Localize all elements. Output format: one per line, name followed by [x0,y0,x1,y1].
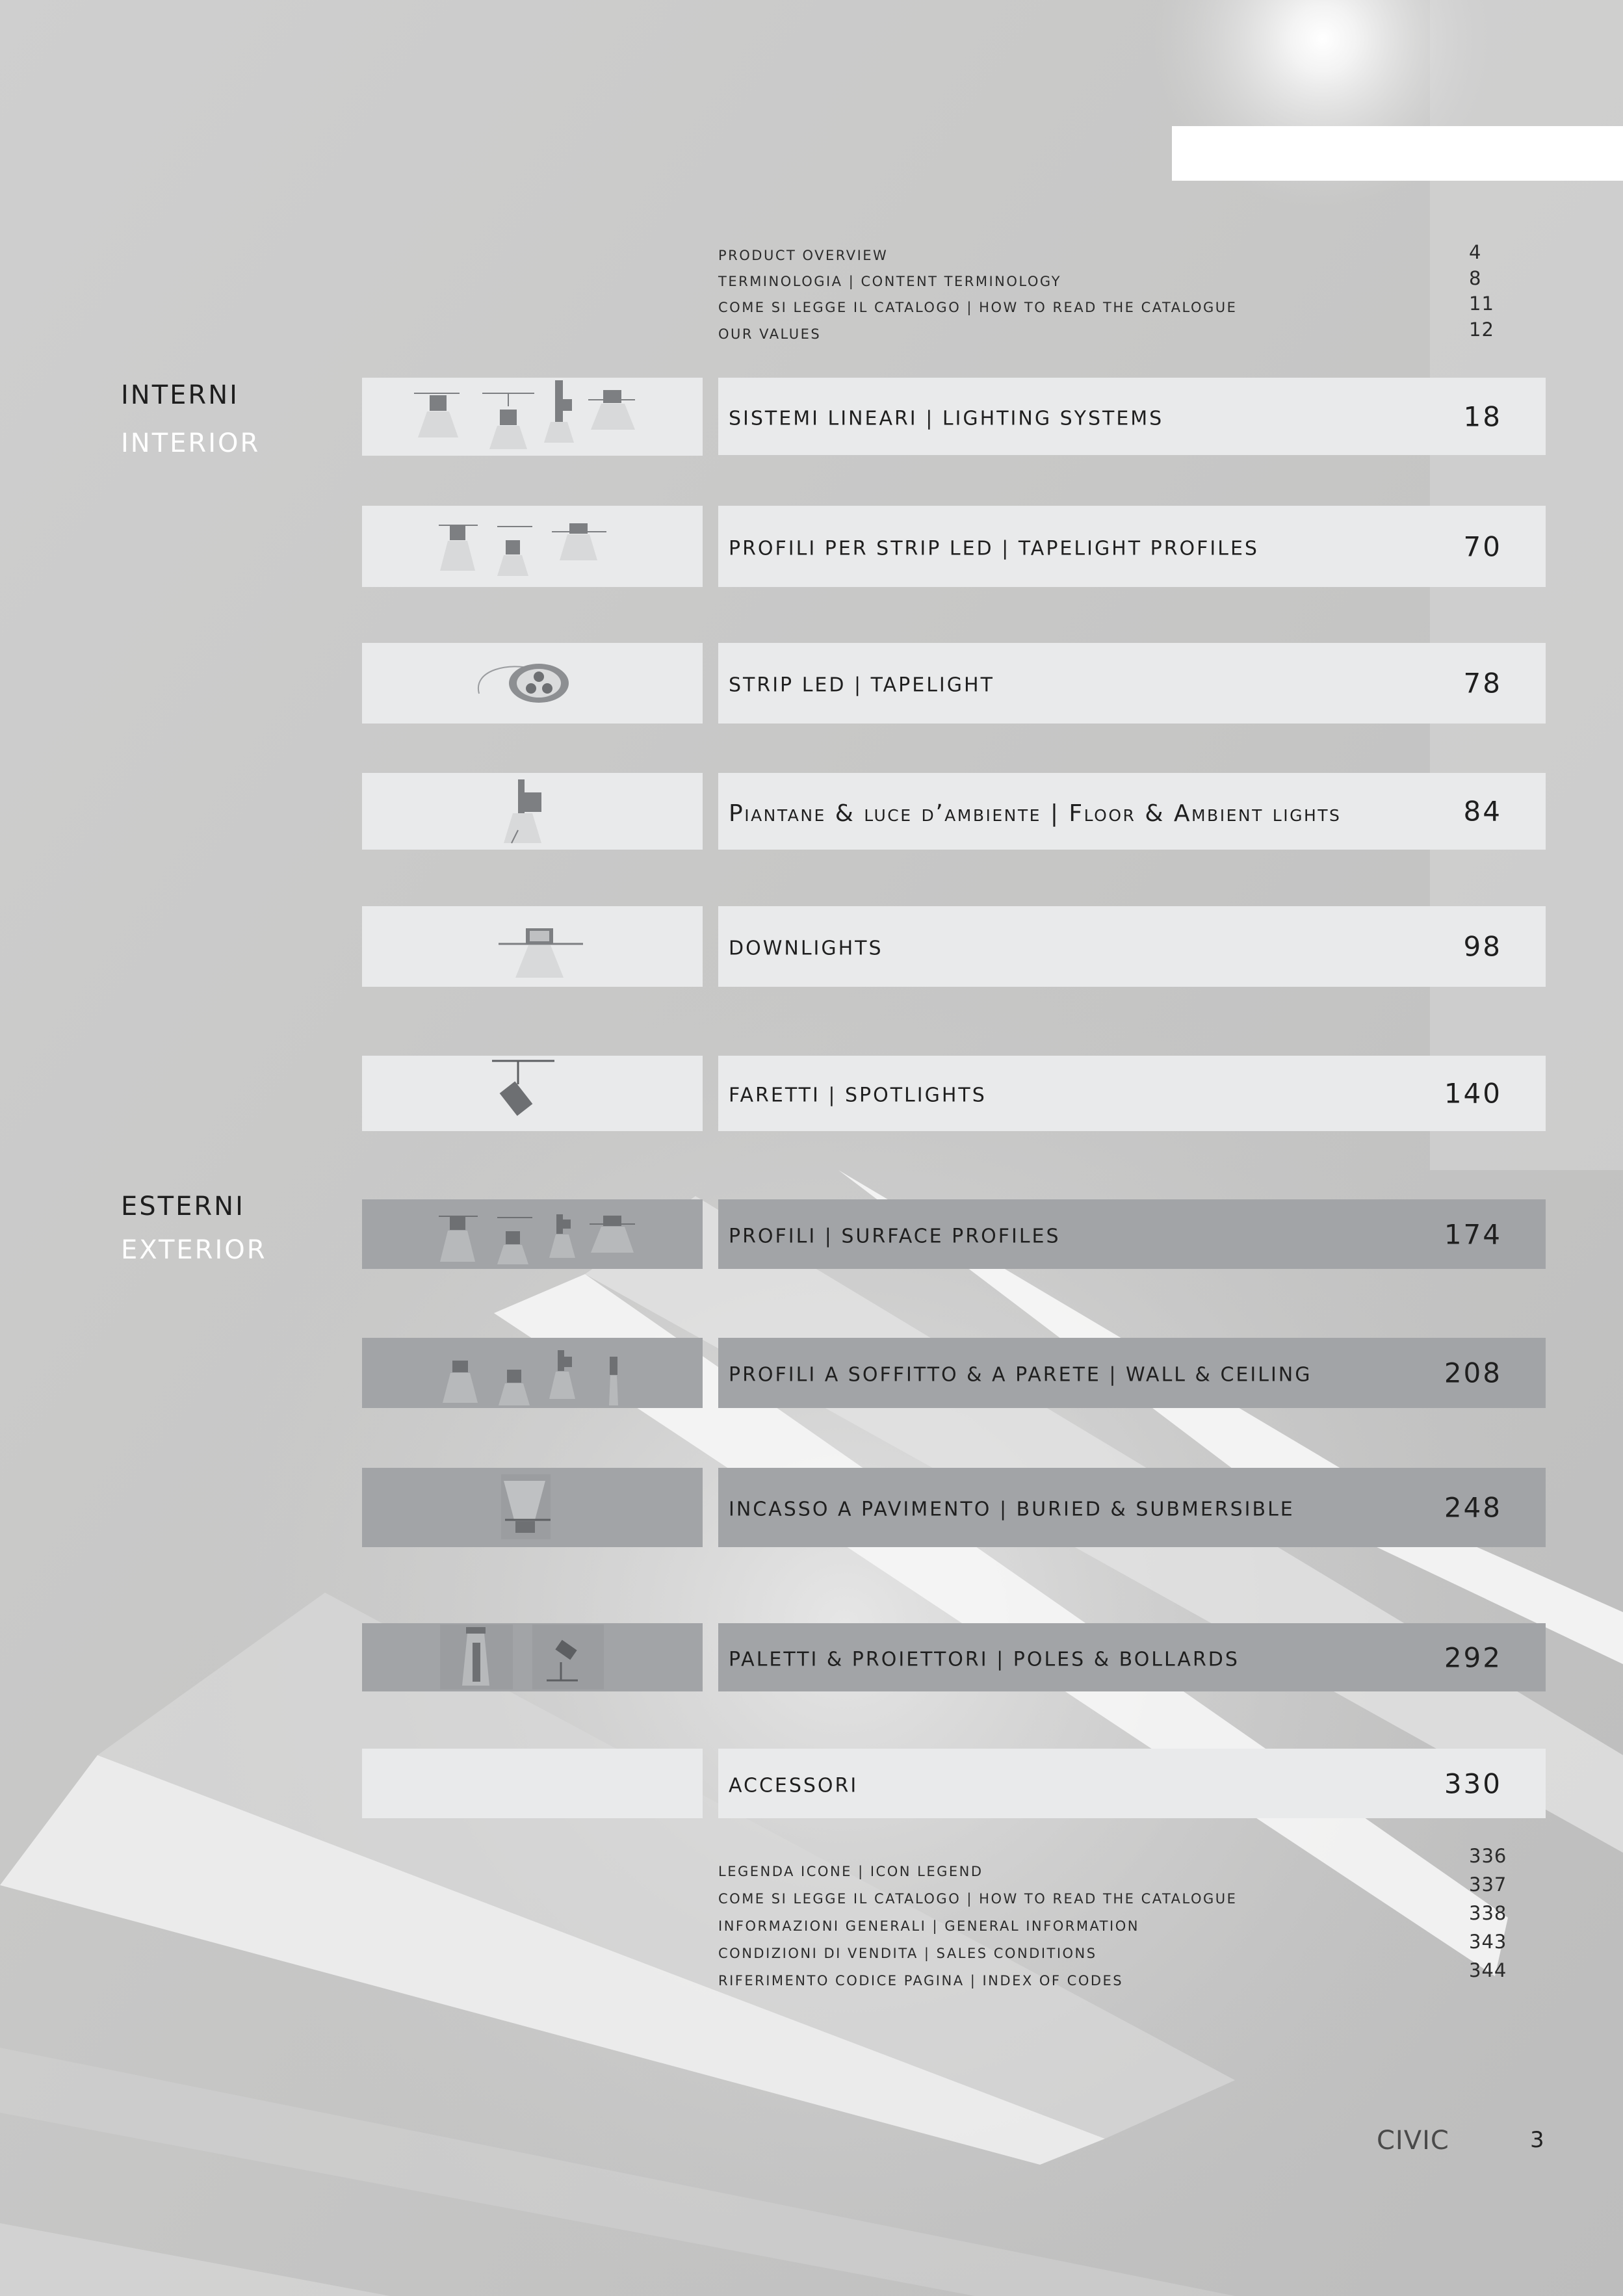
wall-ceiling-thumbnail[interactable] [362,1338,703,1408]
toc-row-page: 84 [1463,795,1502,828]
appendix-page: 338 [1469,1902,1507,1924]
toc-row-page: 18 [1463,400,1502,432]
toc-row-page: 174 [1444,1218,1502,1250]
poles-bollards-thumbnail[interactable] [362,1623,703,1691]
appendix-page: 344 [1469,1959,1507,1981]
intro-item-page: 11 [1469,293,1494,315]
poles-bollards-icon [362,1623,703,1691]
toc-row-lighting-systems[interactable] [718,378,1546,455]
toc-row-label: STRIP LED | TAPELIGHT [729,673,994,697]
esterni-title: ESTERNI [121,1192,245,1221]
toc-row-page: 140 [1444,1077,1502,1110]
tapelight-thumbnail[interactable] [362,643,703,724]
spotlight-icon [362,1056,703,1131]
toc-row-accessories[interactable] [718,1749,1546,1818]
toc-row-label: INCASSO A PAVIMENTO | BURIED & SUBMERSIBLE [729,1498,1295,1521]
toc-row-label: PROFILI PER STRIP LED | TAPELIGHT PROFILES [729,536,1259,560]
toc-row-page: 292 [1444,1641,1502,1673]
appendix-item-label[interactable]: RIFERIMENTO CODICE PAGINA | INDEX OF CODES [718,1973,1124,1989]
toc-row-label: Piantane & luce d’ambiente | Floor & Ambient lights [729,800,1342,827]
intro-item-page: 4 [1469,241,1482,263]
toc-row-page: 78 [1463,667,1502,699]
toc-row-label: PROFILI | SURFACE PROFILES [729,1224,1061,1247]
appendix-item-label[interactable]: COME SI LEGGE IL CATALOGO | HOW TO READ THE CATALOGUE [718,1891,1238,1907]
header-tab [1172,126,1623,181]
tapelight-profiles-icon [362,506,703,587]
surface-profiles-icon [362,1199,703,1269]
exterior-subtitle: EXTERIOR [121,1235,267,1265]
toc-row-poles-bollards[interactable] [718,1623,1546,1691]
toc-row-label: FARETTI | SPOTLIGHTS [729,1084,987,1107]
toc-row-floor-ambient[interactable] [718,773,1546,850]
interni-title: INTERNI [121,380,239,410]
accessories-thumbnail[interactable] [362,1749,703,1818]
appendix-page: 343 [1469,1931,1507,1953]
toc-row-label: SISTEMI LINEARI | LIGHTING SYSTEMS [729,406,1164,430]
intro-item-label[interactable]: PRODUCT OVERVIEW [718,248,889,263]
appendix-item-label[interactable]: LEGENDA ICONE | ICON LEGEND [718,1864,983,1879]
downlights-thumbnail[interactable] [362,906,703,987]
toc-row-label: DOWNLIGHTS [729,937,883,960]
toc-row-page: 208 [1444,1357,1502,1389]
intro-item-page: 12 [1469,319,1494,341]
spotlights-thumbnail[interactable] [362,1056,703,1131]
floor-lamp-icon [362,773,703,850]
buried-light-icon [362,1468,703,1547]
toc-row-page: 330 [1444,1768,1502,1799]
appendix-item-label[interactable]: CONDIZIONI DI VENDITA | SALES CONDITIONS [718,1946,1097,1961]
toc-row-tapelight-profiles[interactable] [718,506,1546,587]
wall-ceiling-icon [362,1338,703,1408]
appendix-page: 337 [1469,1873,1507,1896]
toc-row-page: 98 [1463,930,1502,963]
appendix-page: 336 [1469,1845,1507,1867]
intro-item-label[interactable]: TERMINOLOGIA | CONTENT TERMINOLOGY [718,274,1061,289]
linear-systems-icon [362,378,703,456]
toc-row-spotlights[interactable] [718,1056,1546,1131]
toc-row-surface-profiles[interactable] [718,1199,1546,1269]
toc-row-label: PROFILI A SOFFITTO & A PARETE | WALL & CEILING [729,1363,1312,1387]
linear-systems-thumbnail[interactable] [362,378,703,456]
page-number: 3 [1530,2127,1544,2153]
toc-row-tapelight[interactable] [718,643,1546,724]
intro-item-label[interactable]: OUR VALUES [718,326,822,342]
toc-row-page: 70 [1463,530,1502,562]
toc-row-buried-submersible[interactable] [718,1468,1546,1547]
surface-profiles-thumbnail[interactable] [362,1199,703,1269]
toc-row-label: PALETTI & PROIETTORI | POLES & BOLLARDS [729,1647,1240,1671]
toc-row-wall-ceiling[interactable] [718,1338,1546,1408]
tapelight-reel-icon [362,643,703,724]
civic-logo: CIVIC [1377,2126,1449,2156]
toc-row-page: 248 [1444,1491,1502,1524]
toc-row-label: ACCESSORI [729,1773,859,1797]
intro-item-label[interactable]: COME SI LEGGE IL CATALOGO | HOW TO READ THE CATALOGUE [718,300,1238,315]
intro-item-page: 8 [1469,267,1482,289]
floor-ambient-thumbnail[interactable] [362,773,703,850]
tapelight-profiles-thumbnail[interactable] [362,506,703,587]
buried-thumbnail[interactable] [362,1468,703,1547]
interior-subtitle: INTERIOR [121,428,261,458]
downlight-icon [362,906,703,987]
appendix-item-label[interactable]: INFORMAZIONI GENERALI | GENERAL INFORMATION [718,1918,1139,1934]
toc-row-downlights[interactable] [718,906,1546,987]
